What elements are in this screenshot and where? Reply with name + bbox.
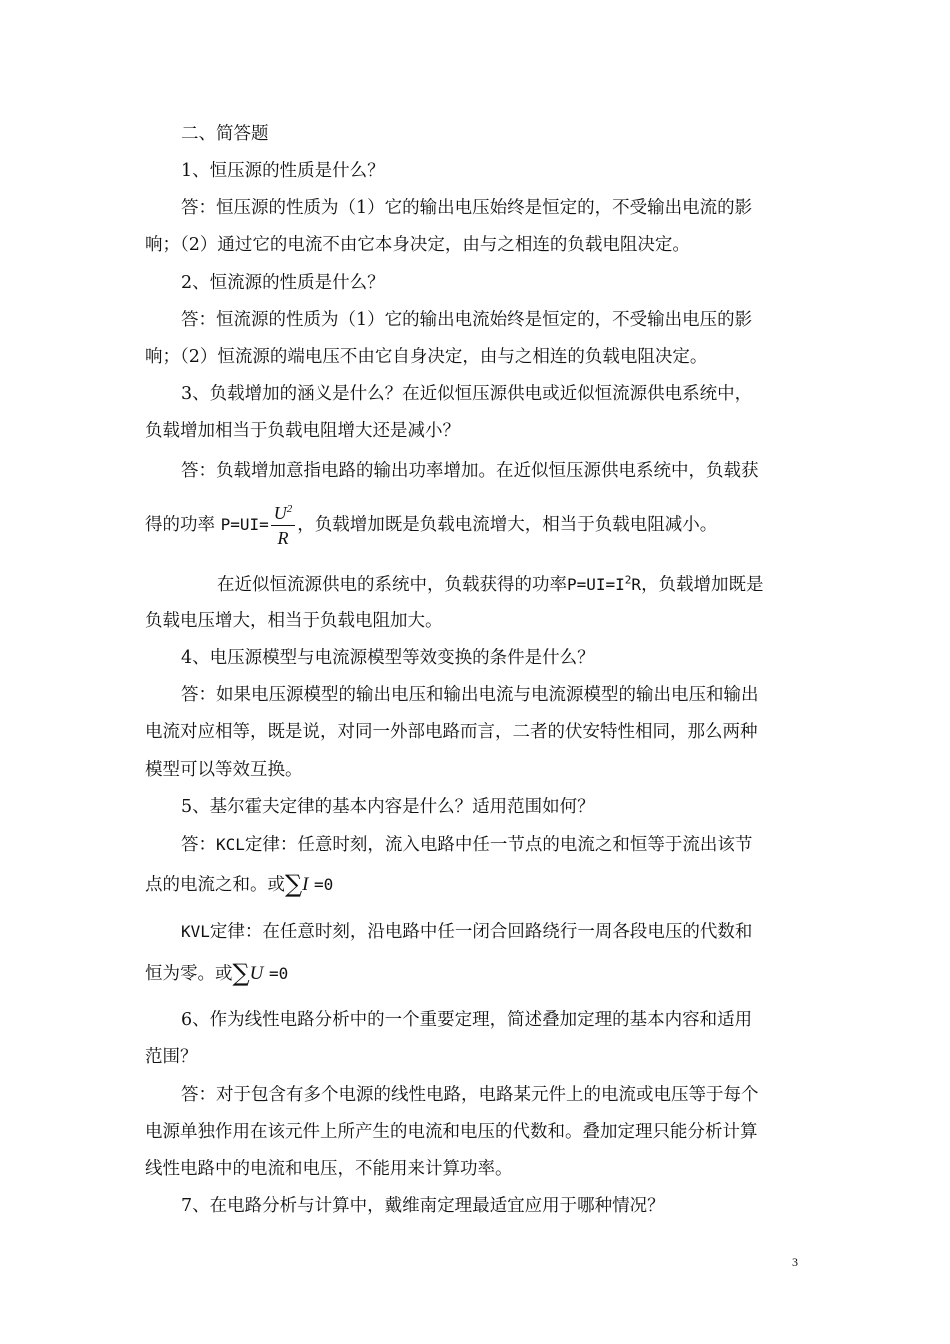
answer-4-line-2: 电流对应相等，既是说，对同一外部电路而言，二者的伏安特性相同，那么两种 <box>145 722 758 742</box>
current-variable: I <box>302 874 309 895</box>
answer-3-line-4: 负载电压增大，相当于负载电阻加大。 <box>145 611 443 631</box>
question-5: 5、基尔霍夫定律的基本内容是什么？适用范围如何？ <box>181 797 595 817</box>
kcl-label: KCL <box>216 835 245 854</box>
sum-symbol-kcl: ∑ <box>285 870 303 898</box>
answer-5-line-2: 点的电流之和。或∑I =0 <box>145 870 334 898</box>
fraction-numerator: $U^2$ <box>271 504 296 526</box>
voltage-variable: U <box>249 963 264 984</box>
answer-6-line-2: 电源单独作用在该元件上所产生的电流和电压的代数和。叠加定理只能分析计算 <box>145 1122 758 1142</box>
question-7: 7、在电路分析与计算中，戴维南定理最适宜应用于哪种情况？ <box>181 1196 665 1216</box>
section-title: 二、简答题 <box>181 124 269 144</box>
answer-2-line-2: 响；（2）恒流源的端电压不由它自身决定，由与之相连的负载电阻决定。 <box>145 347 708 367</box>
answer-6-line-1: 答：对于包含有多个电源的线性电路，电路某元件上的电流或电压等于每个 <box>181 1085 759 1105</box>
answer-3-line-3-pre: 在近似恒流源供电的系统中，负载获得的功率 <box>217 575 567 595</box>
fraction-denominator: R <box>277 528 289 548</box>
question-3-line-1: 3、负载增加的涵义是什么？在近似恒压源供电或近似恒流源供电系统中， <box>181 384 753 404</box>
question-6-line-1: 6、作为线性电路分析中的一个重要定理，简述叠加定理的基本内容和适用 <box>181 1010 753 1030</box>
answer-3-line-3-post: ，负载增加既是 <box>641 575 764 595</box>
answer-3-line-2-post: ，负载增加既是负载电流增大，相当于负载电阻减小。 <box>297 515 718 535</box>
answer-4-line-3: 模型可以等效互换。 <box>145 760 303 780</box>
answer-3-line-2 <box>145 497 805 553</box>
question-4: 4、电压源模型与电流源模型等效变换的条件是什么？ <box>181 648 595 668</box>
sum-symbol-kvl: ∑ <box>232 959 250 987</box>
question-3-line-2: 负载增加相当于负载电阻增大还是减小？ <box>145 421 460 441</box>
answer-3-line-2-pre: 得的功率 <box>145 515 215 535</box>
answer-3-line-1: 答：负载增加意指电路的输出功率增加。在近似恒压源供电系统中，负载获 <box>181 461 759 481</box>
power-fraction <box>271 504 296 547</box>
page-number: 3 <box>792 1255 798 1269</box>
answer-1-line-1: 答：恒压源的性质为（1）它的输出电压始终是恒定的，不受输出电流的影 <box>181 198 753 218</box>
answer-6-line-3: 线性电路中的电流和电压，不能用来计算功率。 <box>145 1159 513 1179</box>
question-2: 2、恒流源的性质是什么？ <box>181 273 385 293</box>
answer-5-line-1: 答：KCL定律：任意时刻，流入电路中任一节点的电流之和恒等于流出该节 <box>181 835 753 855</box>
power-formula-2: $P=UI=I^2R$ <box>567 573 642 594</box>
answer-5-line-4: 恒为零。或∑U =0 <box>145 959 289 987</box>
answer-4-line-1: 答：如果电压源模型的输出电压和输出电流与电流源模型的输出电压和输出 <box>181 685 759 705</box>
power-formula-lhs: P=UI= <box>220 515 269 534</box>
answer-3-line-3 <box>145 566 877 604</box>
question-1: 1、恒压源的性质是什么？ <box>181 161 385 181</box>
kvl-label: KVL <box>181 922 210 941</box>
question-6-line-2: 范围？ <box>145 1047 198 1067</box>
answer-5-line-3: KVL定律：在任意时刻，沿电路中任一闭合回路绕行一周各段电压的代数和 <box>181 922 753 942</box>
answer-1-line-2: 响；（2）通过它的电流不由它本身决定，由与之相连的负载电阻决定。 <box>145 235 690 255</box>
answer-2-line-1: 答：恒流源的性质为（1）它的输出电流始终是恒定的，不受输出电压的影 <box>181 310 753 330</box>
